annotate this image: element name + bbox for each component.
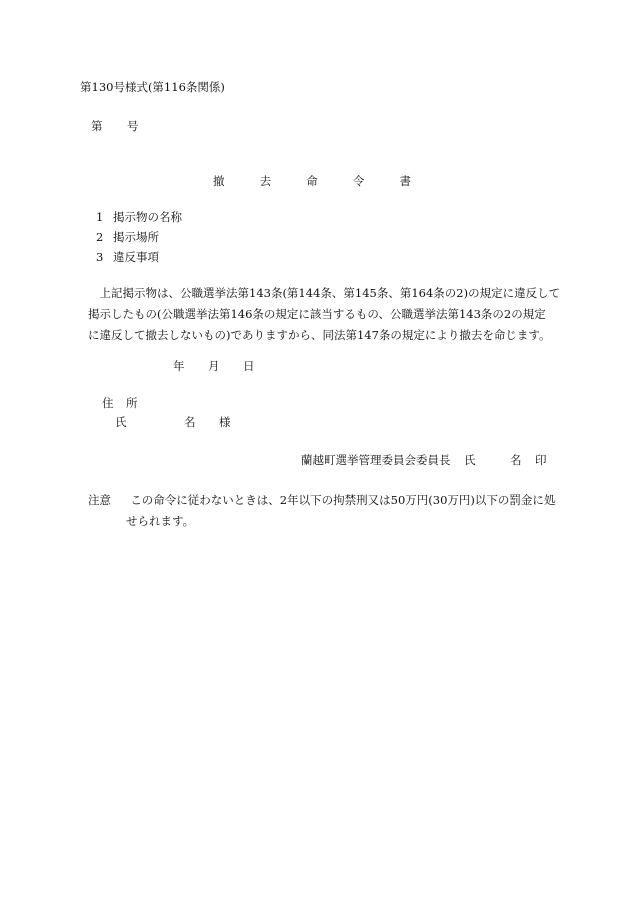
document-title <box>213 176 411 188</box>
item-number: 3 <box>96 250 104 264</box>
title-char: 命 <box>306 174 318 188</box>
date-year: 年 <box>173 359 185 373</box>
item-text: 掲示場所 <box>113 230 159 244</box>
address-ju: 住 <box>102 396 114 410</box>
title-char: 撤 <box>213 174 225 188</box>
body-paragraph <box>88 283 561 346</box>
issuer-shi: 氏 <box>464 453 476 467</box>
title-char: 令 <box>352 174 365 188</box>
seal-mark: 印 <box>535 453 547 467</box>
name-sama: 様 <box>219 415 231 429</box>
notice-text-cont: せられます。 <box>126 514 195 528</box>
name-shi: 氏 <box>115 415 127 429</box>
address-sho: 所 <box>126 396 138 410</box>
number-label-dai: 第 <box>91 119 103 133</box>
name-mei: 名 <box>184 415 196 429</box>
notice <box>88 490 556 532</box>
notice-label: 注意 <box>88 493 111 507</box>
number-label-go: 号 <box>127 119 139 133</box>
item-number: 2 <box>96 230 104 244</box>
form-label: 第130号様式(第116条関係) <box>80 80 225 94</box>
item-number: 1 <box>96 210 104 224</box>
notice-text: この命令に従わないときは、2年以下の拘禁刑又は50万円(30万円)以下の罰金に処 <box>130 493 556 507</box>
item-text: 違反事項 <box>113 250 159 264</box>
body-line: に違反して撤去しないもの)でありますから、同法第147条の規定により撤去を命じます。 <box>88 328 551 342</box>
issuer-title: 蘭越町選挙管理委員会委員長 <box>301 453 451 467</box>
body-line: 掲示したもの(公職選挙法第146条の規定に該当するもの、公職選挙法第143条の2の規定 <box>88 307 546 321</box>
body-line: 上記掲示物は、公職選挙法第143条(第144条、第145条、第164条の2)の規定に違反して <box>88 286 561 300</box>
item-text: 掲示物の名称 <box>113 210 182 224</box>
date-month: 月 <box>208 359 220 373</box>
title-char: 去 <box>259 174 272 188</box>
title-char: 書 <box>399 174 411 188</box>
issuer-mei: 名 <box>510 453 522 467</box>
date-day: 日 <box>243 359 255 373</box>
